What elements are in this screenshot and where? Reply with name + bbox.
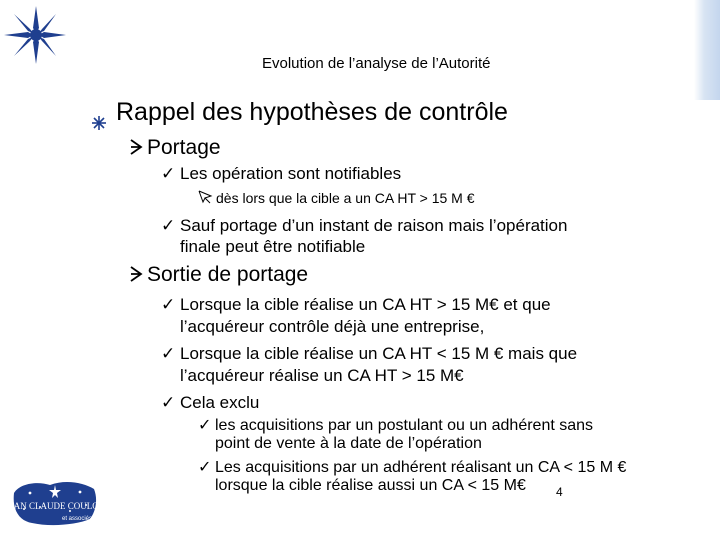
- check-bullet-icon: ✓: [161, 393, 176, 412]
- star-logo-icon: [0, 0, 70, 75]
- star-bullet-icon: [92, 108, 106, 137]
- list-item-text-continued: finale peut être notifiable: [180, 237, 366, 256]
- list-item-text-continued: l’acquéreur réalise un CA HT > 15 M€: [180, 366, 464, 385]
- check-bullet-icon: ✓: [198, 417, 212, 434]
- svg-text:et associés: et associés: [61, 516, 92, 522]
- header-accent-band: [694, 0, 720, 100]
- arrow-bullet-icon: [129, 265, 143, 289]
- check-bullet-icon: ✓: [161, 344, 176, 363]
- sub-list-item-text-continued: lorsque la cible réalise aussi un CA < 15 M€: [215, 477, 526, 494]
- list-item-text: Sauf portage d’un instant de raison mais l’opération: [180, 216, 568, 235]
- sub-list-item-text-continued: point de vente à la date de l’opération: [215, 435, 482, 452]
- slide-heading: Rappel des hypothèses de contrôle: [116, 98, 508, 126]
- svg-text:JEAN CLAUDE COULON: JEAN CLAUDE COULON: [4, 501, 106, 511]
- sub-list-item-text: les acquisitions par un postulant ou un adhérent sans: [215, 417, 594, 434]
- list-item-text: Les opération sont notifiables: [180, 164, 402, 183]
- check-bullet-icon: ✓: [198, 459, 212, 476]
- company-logo: [4, 477, 106, 529]
- list-item-text: Cela exclu: [180, 393, 260, 412]
- check-bullet-icon: ✓: [161, 216, 176, 235]
- header-title: Evolution de l’analyse de l’Autorité: [262, 55, 491, 72]
- list-item-text: Lorsque la cible réalise un CA HT < 15 M € mais que: [180, 344, 578, 363]
- list-item-text: dès lors que la cible a un CA HT > 15 M €: [216, 190, 475, 206]
- check-bullet-icon: ✓: [161, 164, 176, 183]
- section-title: Portage: [147, 136, 221, 159]
- pointer-arrow-icon: [198, 190, 212, 207]
- check-bullet-icon: ✓: [161, 295, 176, 314]
- page-number: 4: [556, 485, 563, 499]
- list-item-text-continued: l’acquéreur contrôle déjà une entreprise,: [180, 317, 485, 336]
- sub-list-item-text: Les acquisitions par un adhérent réalisant un CA < 15 M €: [215, 459, 627, 476]
- list-item-text: Lorsque la cible réalise un CA HT > 15 M€ et que: [180, 295, 551, 314]
- arrow-bullet-icon: [129, 138, 143, 162]
- section-title: Sortie de portage: [147, 263, 309, 286]
